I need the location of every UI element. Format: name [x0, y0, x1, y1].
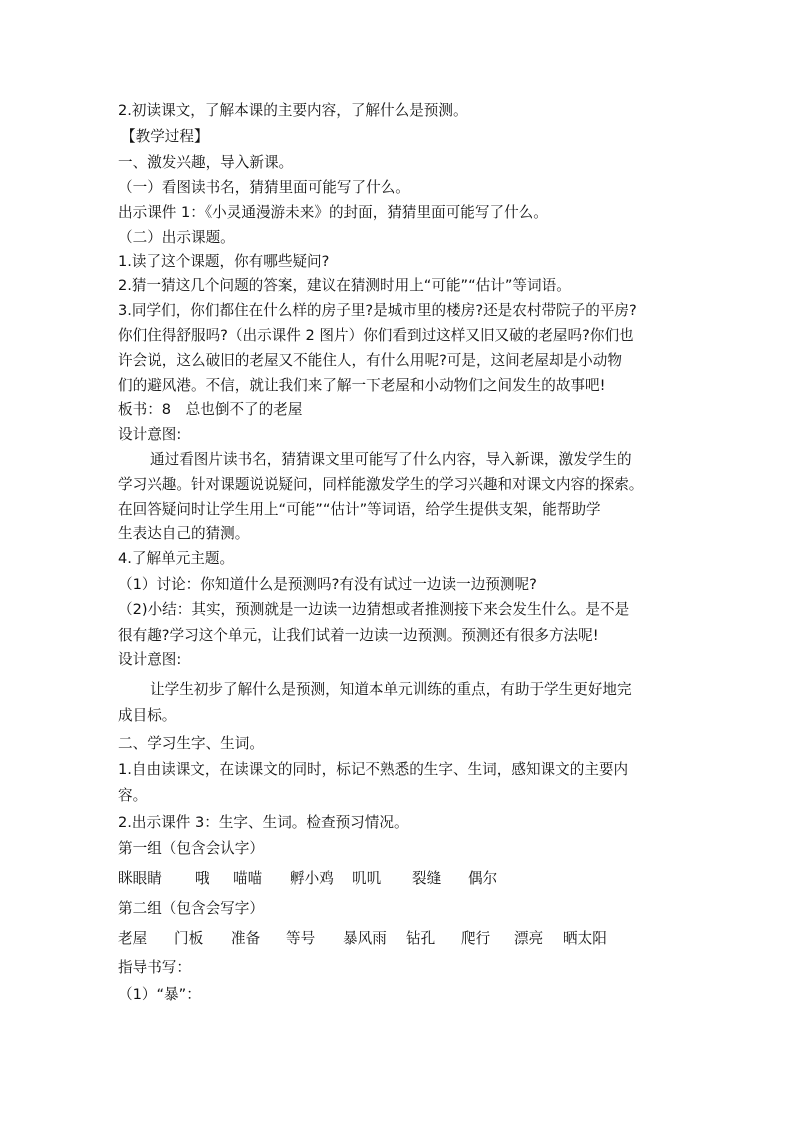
step-4: 4.了解单元主题。	[118, 550, 235, 567]
design-intent-2-line-2: 成目标。	[118, 707, 177, 724]
word-item: 等号	[286, 930, 316, 947]
step-3-line-2: 你们住得舒服吗?（出示课件 2 图片）你们看到过这样又旧又破的老屋吗?你们也	[118, 327, 634, 344]
word-item: 孵小鸡	[290, 870, 334, 887]
section-teaching-process: 【教学过程】	[121, 128, 209, 145]
heading-part-1: 一、激发兴趣，导入新课。	[118, 154, 294, 171]
step-1: 1.读了这个课题，你有哪些疑问?	[118, 253, 330, 270]
subheading-2: （二）出示课题。	[118, 229, 235, 246]
word-item: 漂亮	[514, 930, 544, 947]
word-item: 爬行	[461, 930, 491, 947]
handwriting-guide-label: 指导书写：	[118, 959, 191, 976]
word-item: 老屋	[118, 930, 148, 947]
word-item: 门板	[174, 930, 204, 947]
step-3-line-3: 许会说，这么破旧的老屋又不能住人，有什么用呢?可是，这间老屋却是小动物	[118, 352, 622, 369]
design-intent-1-line-2: 学习兴趣。针对课题说说疑问，同样能激发学生的学习兴趣和对课文内容的探索。	[118, 476, 644, 493]
design-intent-1-line-4: 生表达自己的猜测。	[118, 525, 250, 542]
word-item: 喵喵	[233, 870, 263, 887]
group-2-word-row	[118, 929, 658, 949]
step-3-line-1: 3.同学们，你们都住在什么样的房子里?是城市里的楼房?还是农村带院子的平房?	[118, 302, 637, 319]
discussion-line: （1）讨论：你知道什么是预测吗?有没有试过一边读一边预测呢?	[118, 576, 537, 593]
word-item: 哦	[195, 870, 210, 887]
group-1-title: 第一组（包含会认字）	[118, 840, 264, 857]
blackboard-line: 板书：8 总也倒不了的老屋	[118, 401, 303, 418]
design-intent-label-2: 设计意图:	[118, 651, 182, 668]
reading-step-line-2: 容。	[118, 787, 148, 804]
word-item: 准备	[231, 930, 261, 947]
word-item: 晒太阳	[563, 930, 607, 947]
word-item: 叽叽	[352, 870, 382, 887]
word-item: 钻孔	[406, 930, 436, 947]
design-intent-1-line-3: 在回答疑问时让学生用上“可能”“估计”等词语，给学生提供支架，能帮助学	[118, 501, 601, 518]
design-intent-label-1: 设计意图:	[118, 426, 182, 443]
step-2: 2.猜一猜这几个问题的答案，建议在猜测时用上“可能”“估计”等词语。	[118, 277, 571, 294]
word-item: 裂缝	[412, 870, 442, 887]
courseware-1-line: 出示课件 1：《小灵通漫游未来》的封面，猜猜里面可能写了什么。	[118, 204, 548, 221]
summary-line-1: （2)小结：其实，预测就是一边读一边猜想或者推测接下来会发生什么。是不是	[118, 601, 630, 618]
subheading-1: （一）看图读书名，猜猜里面可能写了什么。	[118, 179, 410, 196]
handwriting-item-1: （1）“暴”：	[118, 986, 201, 1003]
group-1-word-row	[118, 869, 538, 889]
word-item: 偶尔	[468, 870, 498, 887]
goal-line-2: 2.初读课文，了解本课的主要内容，了解什么是预测。	[118, 102, 468, 119]
reading-step-line-1: 1.自由读课文，在读课文的同时，标记不熟悉的生字、生词，感知课文的主要内	[118, 761, 629, 778]
step-3-line-4: 们的避风港。不信，就让我们来了解一下老屋和小动物们之间发生的故事吧!	[118, 377, 606, 394]
design-intent-1-line-1: 通过看图片读书名，猜猜课文里可能写了什么内容，导入新课，激发学生的	[150, 451, 632, 468]
heading-part-2: 二、学习生字、生词。	[118, 735, 264, 752]
summary-line-2: 很有趣?学习这个单元，让我们试着一边读一边预测。预测还有很多方法呢!	[118, 627, 599, 644]
design-intent-2-line-1: 让学生初步了解什么是预测，知道本单元训练的重点，有助于学生更好地完	[150, 681, 632, 698]
word-item: 暴风雨	[343, 930, 387, 947]
group-2-title: 第二组（包含会写字）	[118, 900, 264, 917]
courseware-3-line: 2.出示课件 3：生字、生词。检查预习情况。	[118, 814, 409, 831]
word-item: 眯眼睛	[118, 870, 162, 887]
